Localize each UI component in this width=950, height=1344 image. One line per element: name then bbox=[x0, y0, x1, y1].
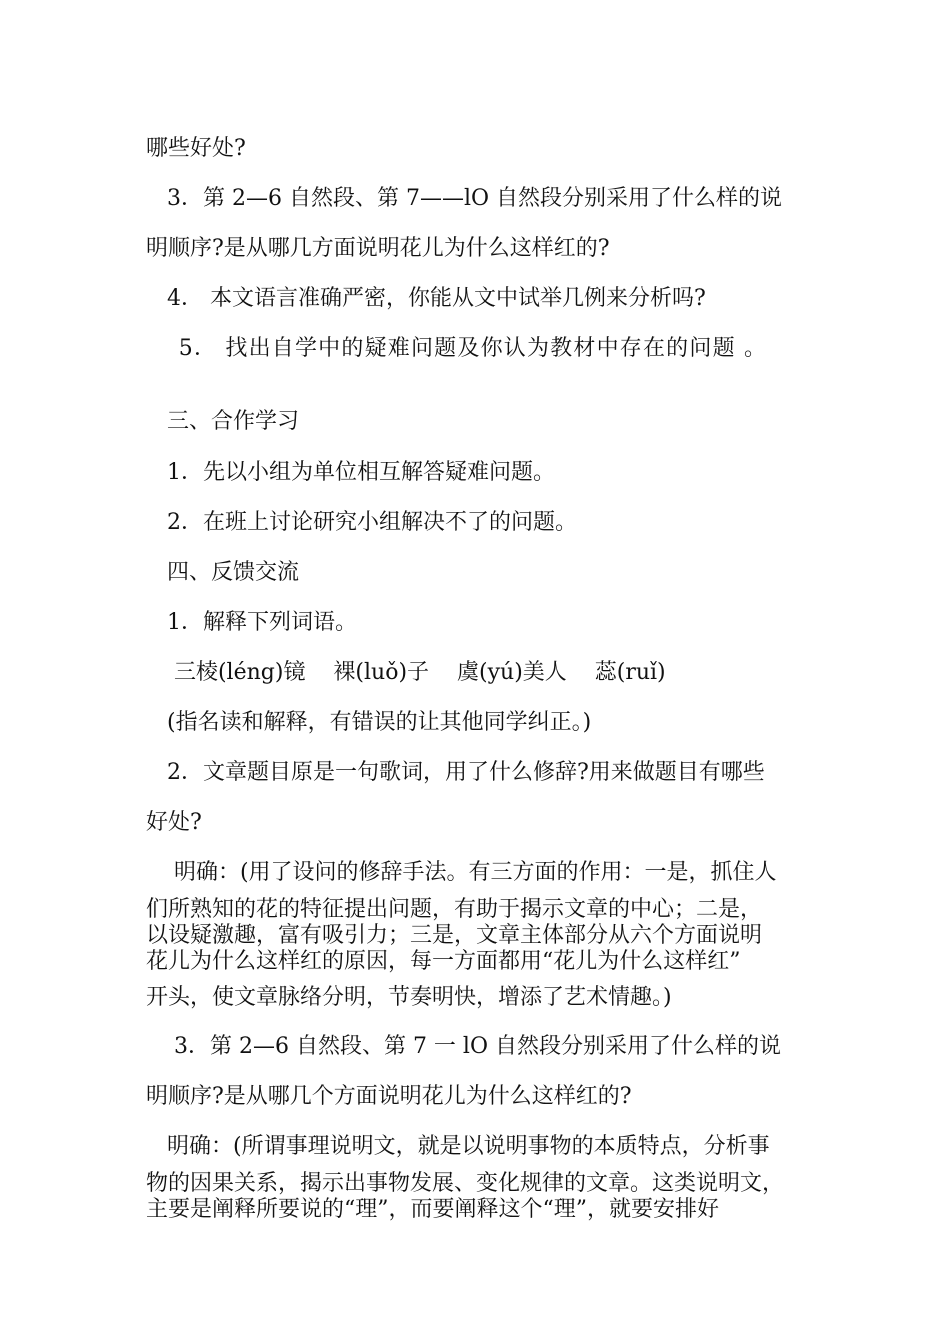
text-line: 2．文章题目原是一句歌词，用了什么修辞?用来做题目有哪些 bbox=[146, 760, 765, 785]
answer-line: 明确：(所谓事理说明文，就是以说明事物的本质特点，分析事 bbox=[146, 1134, 770, 1159]
text-line: (指名读和解释，有错误的让其他同学纠正。) bbox=[146, 710, 592, 735]
answer-line: 开头，使文章脉络分明，节奏明快，增添了艺术情趣。) bbox=[146, 985, 672, 1010]
text-line: 3．第 2—6 自然段、第 7 一 lO 自然段分别采用了什么样的说 bbox=[146, 1034, 781, 1059]
text-line: 明顺序?是从哪几个方面说明花儿为什么这样红的? bbox=[146, 1084, 632, 1109]
text-line: 4． 本文语言准确严密，你能从文中试举几例来分析吗? bbox=[146, 286, 706, 311]
section-heading: 四、反馈交流 bbox=[146, 560, 299, 585]
section-heading: 三、合作学习 bbox=[146, 409, 299, 434]
text-line: 5． 找出自学中的疑难问题及你认为教材中存在的问题 。 bbox=[146, 336, 768, 361]
answer-line: 以设疑激趣，富有吸引力；三是，文章主体部分从六个方面说明 bbox=[146, 923, 763, 948]
answer-line: 们所熟知的花的特征提出问题，有助于揭示文章的中心；二是， bbox=[146, 897, 763, 922]
vocabulary-line: 三棱(léng)镜 裸(luǒ)子 虞(yú)美人 蕊(ruǐ) bbox=[146, 660, 666, 685]
text-line: 2．在班上讨论研究小组解决不了的问题。 bbox=[146, 510, 577, 535]
text-line: 明顺序?是从哪几方面说明花儿为什么这样红的? bbox=[146, 236, 610, 261]
answer-line: 明确：(用了设问的修辞手法。有三方面的作用：一是，抓住人 bbox=[146, 860, 777, 885]
answer-line: 物的因果关系，揭示出事物发展、变化规律的文章。这类说明文， bbox=[146, 1171, 785, 1196]
text-line: 哪些好处? bbox=[146, 136, 246, 161]
answer-line: 主要是阐释所要说的“理”，而要阐释这个“理”，就要安排好 bbox=[146, 1197, 719, 1222]
answer-line: 花儿为什么这样红的原因，每一方面都用“花儿为什么这样红” bbox=[146, 949, 741, 974]
text-line: 1．解释下列词语。 bbox=[146, 610, 357, 635]
text-line: 好处? bbox=[146, 810, 202, 835]
text-line: 3．第 2—6 自然段、第 7——lO 自然段分别采用了什么样的说 bbox=[146, 186, 783, 211]
text-line: 1．先以小组为单位相互解答疑难问题。 bbox=[146, 460, 555, 485]
